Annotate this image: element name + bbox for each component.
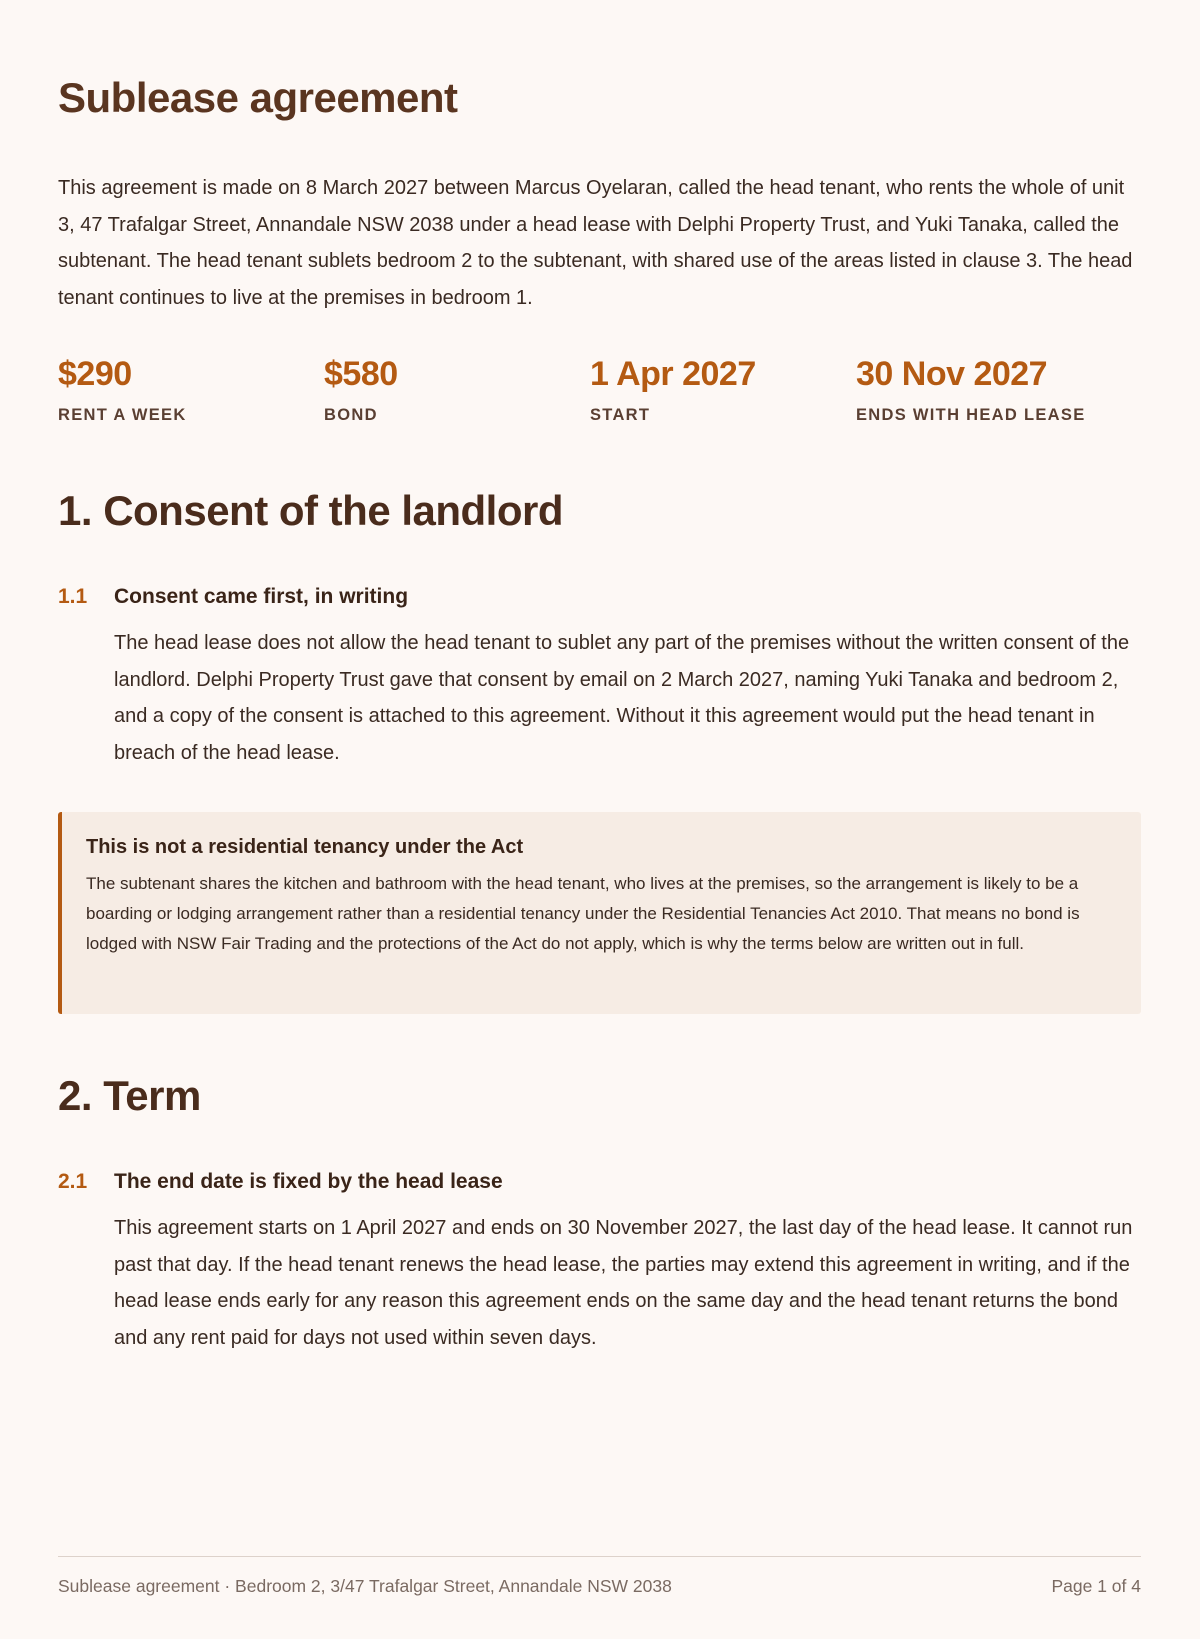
intro-paragraph: This agreement is made on 8 March 2027 between Marcus Oyelaran, called the head tenant, who rents the whole of unit 3, 47 Trafalgar Street, Annandale NSW 2038 under a head lease with Delphi Property Trust, and Yuki Tanaka, called the subtenant. The head tenant sublets bedroom 2 to the subtenant, with shared use of the areas listed in clause 3. The head tenant continues to live at the premises in bedroom 1. xyxy=(58,177,1133,309)
clause-title: The end date is fixed by the head lease xyxy=(114,1170,503,1193)
stat-label: RENT A WEEK xyxy=(58,406,187,424)
section-heading-term: 2. Term xyxy=(58,1072,201,1119)
notice-callout xyxy=(58,812,1141,1014)
stat-end xyxy=(856,354,1086,425)
document-page xyxy=(58,0,1141,1639)
footer-document-reference: Sublease agreement · Bedroom 2, 3/47 Trafalgar Street, Annandale NSW 2038 xyxy=(58,1576,672,1596)
footer-page-number: Page 1 of 4 xyxy=(1051,1576,1141,1596)
stat-value: $290 xyxy=(58,355,132,393)
stat-label: ENDS WITH HEAD LEASE xyxy=(856,406,1086,424)
clause-body: This agreement starts on 1 April 2027 and ends on 30 November 2027, the last day of the head lease. It cannot run past that day. If the head tenant renews the head lease, the parties may extend this agreement in writing, and if the head lease ends early for any reason this agreement ends on the same day and the head tenant returns the bond and any rent paid for days not used within seven days. xyxy=(114,1217,1133,1349)
clause-number: 1.1 xyxy=(58,585,88,608)
stat-label: START xyxy=(590,406,651,424)
stat-start xyxy=(590,354,756,425)
clause-2-1 xyxy=(58,1170,1141,1356)
stat-rent xyxy=(58,354,187,425)
clause-title: Consent came first, in writing xyxy=(114,585,409,608)
clause-1-1 xyxy=(58,585,1141,771)
stat-value: 1 Apr 2027 xyxy=(590,355,756,393)
clause-header xyxy=(58,585,1141,615)
clause-number: 2.1 xyxy=(58,1170,88,1193)
stat-value: $580 xyxy=(324,355,398,393)
stat-bond xyxy=(324,354,398,425)
callout-body: The subtenant shares the kitchen and bathroom with the head tenant, who lives at the premises, so the arrangement is likely to be a boarding or lodging arrangement rather than a residential tenancy under the Residential Tenancies Act 2010. That means no bond is lodged with NSW Fair Trading and the protections of the Act do not apply, which is why the terms below are written out in full. xyxy=(86,874,1080,953)
key-terms-summary xyxy=(58,354,1141,434)
clause-body: The head lease does not allow the head tenant to sublet any part of the premises without the written consent of the landlord. Delphi Property Trust gave that consent by email on 2 March 2027, naming Yuki Tanaka and bedroom 2, and a copy of the consent is attached to this agreement. Without it this agreement would put the head tenant in breach of the head lease. xyxy=(114,632,1130,764)
callout-title: This is not a residential tenancy under the Act xyxy=(86,836,524,858)
footer-divider xyxy=(58,1556,1141,1557)
clause-header xyxy=(58,1170,1141,1200)
stat-value: 30 Nov 2027 xyxy=(856,355,1048,393)
stat-label: BOND xyxy=(324,406,378,424)
section-heading-consent: 1. Consent of the landlord xyxy=(58,487,564,534)
document-title: Sublease agreement xyxy=(58,74,458,121)
